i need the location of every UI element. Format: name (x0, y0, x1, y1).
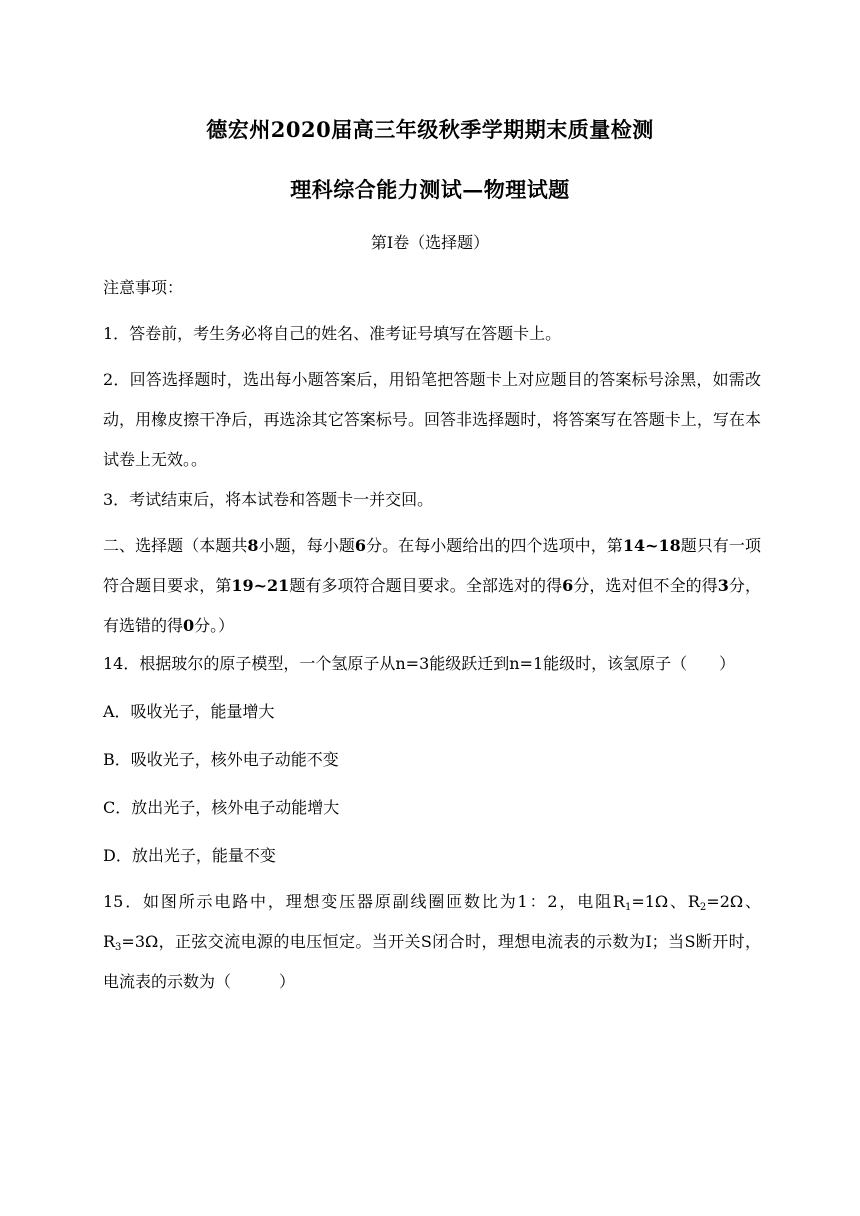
section-heading: 第Ⅰ卷（选择题） (370, 233, 490, 252)
notice-item-2: 2．回答选择题时，选出每小题答案后，用铅笔把答题卡上对应题目的答案标号涂黑，如需改动，用橡皮擦干净后，再选涂其它答案标号。回答非选择题时，将答案写在答题卡上，写在本试卷上无效。。 (103, 370, 761, 469)
notice-item-1: 1．答卷前，考生务必将自己的姓名、准考证号填写在答题卡上。 (103, 324, 562, 343)
exam-subtitle: 理科综合能力测试—物理试题 (290, 177, 570, 202)
notice-item-3: 3．考试结束后，将本试卷和答题卡一并交回。 (103, 490, 434, 509)
question-14-option-c: C．放出光子，核外电子动能增大 (103, 798, 340, 817)
question-14-option-d: D．放出光子，能量不变 (103, 846, 276, 865)
part2-instructions: 二、选择题（本题共8小题，每小题6分。在每小题给出的四个选项中，第14~18题只有一项符合题目要求，第19~21题有多项符合题目要求。全部选对的得6分，选对但不全的得3分，有选错的得0分。） (103, 536, 761, 635)
question-14-option-b: B．吸收光子，核外电子动能不变 (103, 750, 339, 769)
exam-title: 德宏州2020届高三年级秋季学期期末质量检测 (206, 117, 654, 142)
notice-heading: 注意事项： (103, 278, 184, 297)
question-15-stem: 15．如图所示电路中，理想变压器原副线圈匝数比为1：2，电阻$R_1=1\Omega$、$R_2=2\Omega$、$R_3=3\Omega$，正弦交流电源的电压恒定。当开关S闭合时，理想电流表的示数为I；当S断开时，电流表的示数为（ ） (103, 892, 761, 991)
question-14-option-a: A．吸收光子，能量增大 (103, 702, 275, 721)
question-14-stem: 14．根据玻尔的原子模型，一个氢原子从n=3能级跃迁到n=1能级时，该氢原子（ ） (103, 654, 736, 673)
